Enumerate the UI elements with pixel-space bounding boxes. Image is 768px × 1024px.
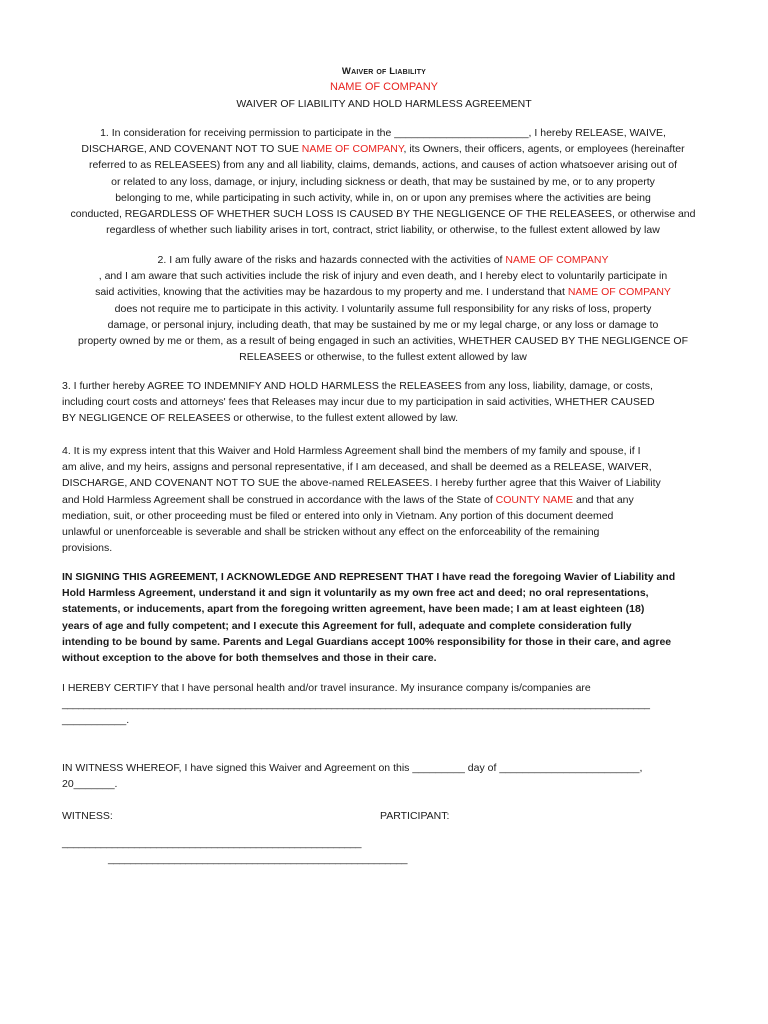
company-name-inline: NAME OF COMPANY — [505, 254, 609, 266]
witness-signature-line: ______________________________________________________ — [62, 837, 362, 849]
company-name-inline: NAME OF COMPANY — [301, 143, 404, 156]
participant-label: PARTICIPANT: — [380, 810, 450, 822]
p4-line-4: and Hold Harmless Agreement shall be construed in accordance with the laws of the State of COUNTY NAME and that any — [62, 493, 634, 506]
p4-line-5: mediation, suit, or other proceeding must be filed or entered into only in Vietnam. Any portion of this document deemed — [62, 509, 614, 522]
participant-signature-line: ______________________________________________________ — [108, 853, 408, 865]
p7-line-2: 20_______. — [62, 778, 118, 791]
company-name-placeholder: NAME OF COMPANY — [330, 81, 438, 93]
p3-line-1: 3. I further hereby AGREE TO INDEMNIFY AND HOLD HARMLESS the RELEASEES from any loss, liability, damage, or costs, — [62, 380, 653, 392]
p1-line-5: belonging to me, while participating in such activity, while in, on or upon any premises where the activities are being — [115, 191, 651, 204]
paragraph-witness-whereof — [62, 760, 704, 792]
paragraph-insurance — [62, 680, 704, 729]
p5-line-4: years of age and fully competent; and I execute this Agreement for full, adequate and complete consideration fully — [62, 619, 632, 632]
p4-line-2: am alive, and my heirs, assigns and personal representative, if I am deceased, and shall be deemed as a RELEASE, WAIVER, — [62, 461, 652, 474]
document-main-title: WAIVER OF LIABILITY AND HOLD HARMLESS AGREEMENT — [236, 98, 532, 110]
p6-line-3: ___________. — [62, 714, 130, 727]
paragraph-4 — [62, 443, 704, 556]
p1-line-4: or related to any loss, damage, or injury, including sickness or death, that may be sustained by me, or to any property — [111, 175, 655, 188]
paragraph-1 — [62, 125, 704, 238]
p2-line-6: property owned by me or them, as a result of being engaged in such an activities, WHETHER CAUSED BY THE NEGLIGENCE OF — [77, 335, 689, 348]
p2-line-2: , and I am aware that such activities include the risk of injury and even death, and I hereby elect to voluntarily participate in — [98, 270, 668, 283]
p2-line-3: said activities, knowing that the activities may be hazardous to my property and me. I understand that NAME OF COMPANY — [95, 286, 671, 299]
witness-label: WITNESS: — [62, 810, 113, 822]
p2-line-1: 2. I am fully aware of the risks and hazards connected with the activities of NAME OF COMPANY — [157, 254, 609, 266]
p1-line-2: DISCHARGE, AND COVENANT NOT TO SUE NAME OF COMPANY, its Owners, their officers, agents, or employees (hereinafter — [81, 143, 685, 156]
p1-line-6: conducted, REGARDLESS OF WHETHER SUCH LOSS IS CAUSED BY THE NEGLIGENCE OF THE RELEASEES, or otherwise and — [70, 208, 696, 221]
p4-line-1: 4. It is my express intent that this Waiver and Hold Harmless Agreement shall bind the members of my family and spouse, if I — [62, 445, 641, 457]
p7-line-1: IN WITNESS WHEREOF, I have signed this Waiver and Agreement on this _________ day of ________________________, — [62, 762, 643, 774]
p1-line-1: 1. In consideration for receiving permission to participate in the _______________________, I hereby RELEASE, WAIVE, — [100, 127, 666, 139]
p4-line-6: unlawful or unenforceable is severable and shall be stricken without any effect on the enforceability of the remaining — [62, 526, 600, 539]
paragraph-acknowledgement — [62, 569, 704, 666]
p5-line-3: statements, or inducements, apart from the foregoing written agreement, have been made; I am at least eighteen (18) — [62, 603, 645, 616]
p6-line-1: I HEREBY CERTIFY that I have personal health and/or travel insurance. My insurance company is/companies are — [62, 682, 591, 694]
p3-line-2: including court costs and attorneys' fees that Releases may incur due to my participation in said activities, WHETHER CAUSED — [62, 396, 655, 409]
p2-line-5: damage, or personal injury, including death, that may be sustained by me or my legal charge, or any loss or damage to — [107, 318, 659, 331]
company-name-inline: NAME OF COMPANY — [567, 286, 671, 299]
p5-line-1: IN SIGNING THIS AGREEMENT, I ACKNOWLEDGE AND REPRESENT THAT I have read the foregoing Wavier of Liability and — [62, 571, 676, 583]
paragraph-3 — [62, 378, 704, 427]
p1-line-3: referred to as RELEASEES) from any and all liability, claims, demands, actions, and causes of action whatsoever arising out of — [88, 159, 678, 172]
p5-line-2: Hold Harmless Agreement, understand it and sign it voluntarily as my own free act and deed; no oral representations, — [62, 587, 649, 600]
p5-line-6: without exception to the above for both themselves and those in their care. — [62, 652, 437, 665]
p5-line-5: intending to be bound by same. Parents and Legal Guardians accept 100% responsibility for those in their care, and agree — [62, 635, 672, 648]
p1-line-7: regardless of whether such liability arises in tort, contract, strict liability, or otherwise, to the fullest extent allowed by law — [106, 224, 660, 237]
insurance-company-blank: _____________________________________________________________________________________________________________ — [62, 698, 650, 711]
p2-line-7: RELEASEES or otherwise, to the fullest extent allowed by law — [239, 351, 527, 364]
p3-line-3: BY NEGLIGENCE OF RELEASEES or otherwise, to the fullest extent allowed by law. — [62, 412, 459, 425]
p4-line-3: DISCHARGE, AND COVENANT NOT TO SUE the above-named RELEASEES. I hereby further agree that this Waiver of Liability — [62, 477, 661, 490]
county-name-placeholder: COUNTY NAME — [495, 493, 574, 506]
paragraph-2 — [62, 252, 704, 365]
p4-line-7: provisions. — [62, 542, 113, 555]
document-small-title: Waiver of Liability — [341, 66, 427, 77]
p2-line-4: does not require me to participate in this activity. I voluntarily assume full responsibility for any risks of loss, property — [114, 302, 652, 315]
